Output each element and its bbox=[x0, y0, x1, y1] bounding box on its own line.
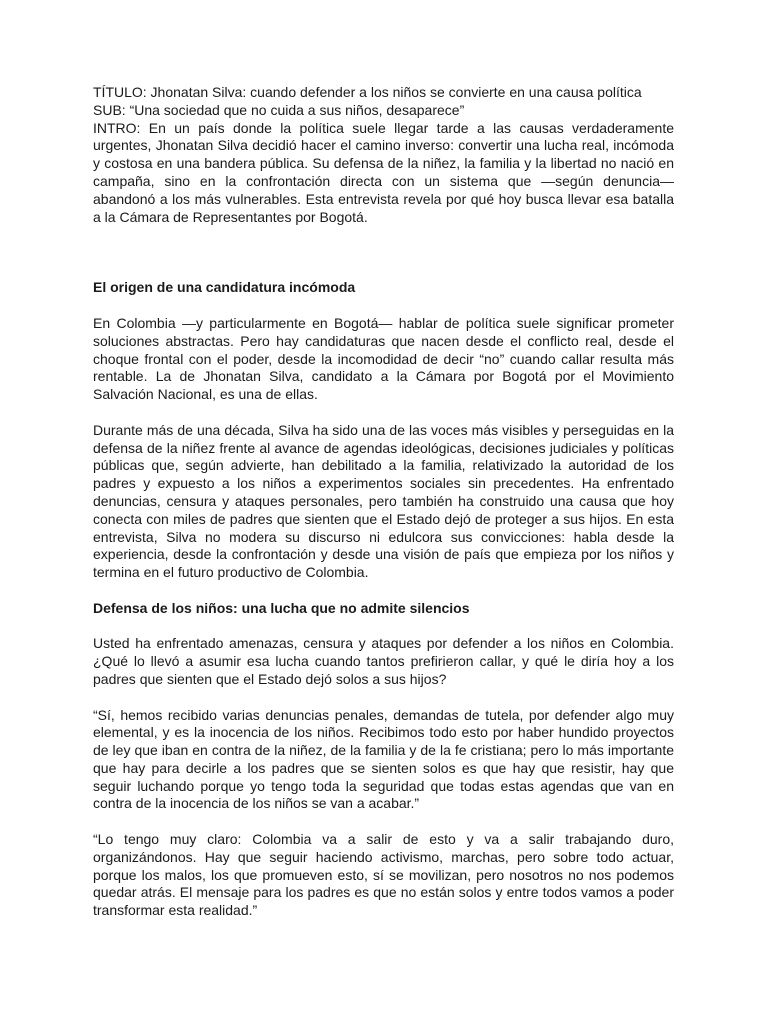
body-paragraph: En Colombia —y particularmente en Bogotá— hablar de política suele significar prometer soluciones abstractas. Pero hay candidaturas que nacen desde el conflicto real, desde el choque frontal con el poder, desde la incomodidad de decir “no” cuando callar resulta más rentable. La de Jhonatan Silva, candidato a la Cámara por Bogotá por el Movimiento Salvación Nacional, es una de ellas. bbox=[93, 314, 674, 403]
article-title-line: TÍTULO: Jhonatan Silva: cuando defender a los niños se convierte en una causa política bbox=[93, 84, 642, 100]
interview-question: Usted ha enfrentado amenazas, censura y ataques por defender a los niños en Colombia. ¿Qué lo llevó a asumir esa lucha cuando tantos prefirieron callar, y qué le diría hoy a los padres que sienten que el Estado dejó solos a sus hijos? bbox=[93, 635, 674, 687]
article-intro: INTRO: En un país donde la política suele llegar tarde a las causas verdaderamente urgentes, Jhonatan Silva decidió hacer el camino inverso: convertir una lucha real, incómoda y costosa en una bandera pública. Su defensa de la niñez, la familia y la libertad no nació en campaña, sino en la confrontación directa con un sistema que —según denuncia— abandonó a los más vulnerables. Esta entrevista revela por qué hoy busca llevar esa batalla a la Cámara de Representantes por Bogotá. bbox=[93, 119, 674, 225]
body-paragraph: Durante más de una década, Silva ha sido una de las voces más visibles y perseguidas en la defensa de la niñez frente al avance de agendas ideológicas, decisiones judiciales y políticas públicas que, según advierte, han debilitado a la familia, relativizado la autoridad de los padres y expuesto a los niños a experimentos sociales sin precedentes. Ha enfrentado denuncias, censura y ataques personales, pero también ha construido una causa que hoy conecta con miles de padres que sienten que el Estado dejó de proteger a sus hijos. En esta entrevista, Silva no modera su discurso ni edulcora sus convicciones: habla desde la experiencia, desde la confrontación y desde una visión de país que empieza por los niños y termina en el futuro productivo de Colombia. bbox=[93, 421, 674, 581]
section-spacer bbox=[93, 226, 674, 279]
interview-answer: “Lo tengo muy claro: Colombia va a salir de esto y va a salir trabajando duro, organizándonos. Hay que seguir haciendo activismo, marchas, pero sobre todo actuar, porque los malos, los que promueven esto, sí se movilizan, pero nosotros no nos podemos quedar atrás. El mensaje para los padres es que no están solos y entre todos vamos a poder transformar esta realidad.” bbox=[93, 831, 674, 919]
article-header bbox=[93, 84, 674, 226]
article-subtitle-line: SUB: “Una sociedad que no cuida a sus niños, desaparece” bbox=[93, 101, 465, 118]
section-heading-defensa: Defensa de los niños: una lucha que no admite silencios bbox=[93, 599, 470, 616]
section-heading-origen: El origen de una candidatura incómoda bbox=[93, 279, 356, 296]
interview-answer: “Sí, hemos recibido varias denuncias penales, demandas de tutela, por defender algo muy elemental, y es la inocencia de los niños. Recibimos todo esto por haber hundido proyectos de ley que iban en contra de la niñez, de la familia y de la fe cristiana; pero lo más importante que hay para decirle a los padres que se sienten solos es que hay que resistir, hay que seguir luchando porque yo tengo toda la seguridad que todas estas agendas que van en contra de la inocencia de los niños se van a acabar.” bbox=[93, 706, 674, 812]
